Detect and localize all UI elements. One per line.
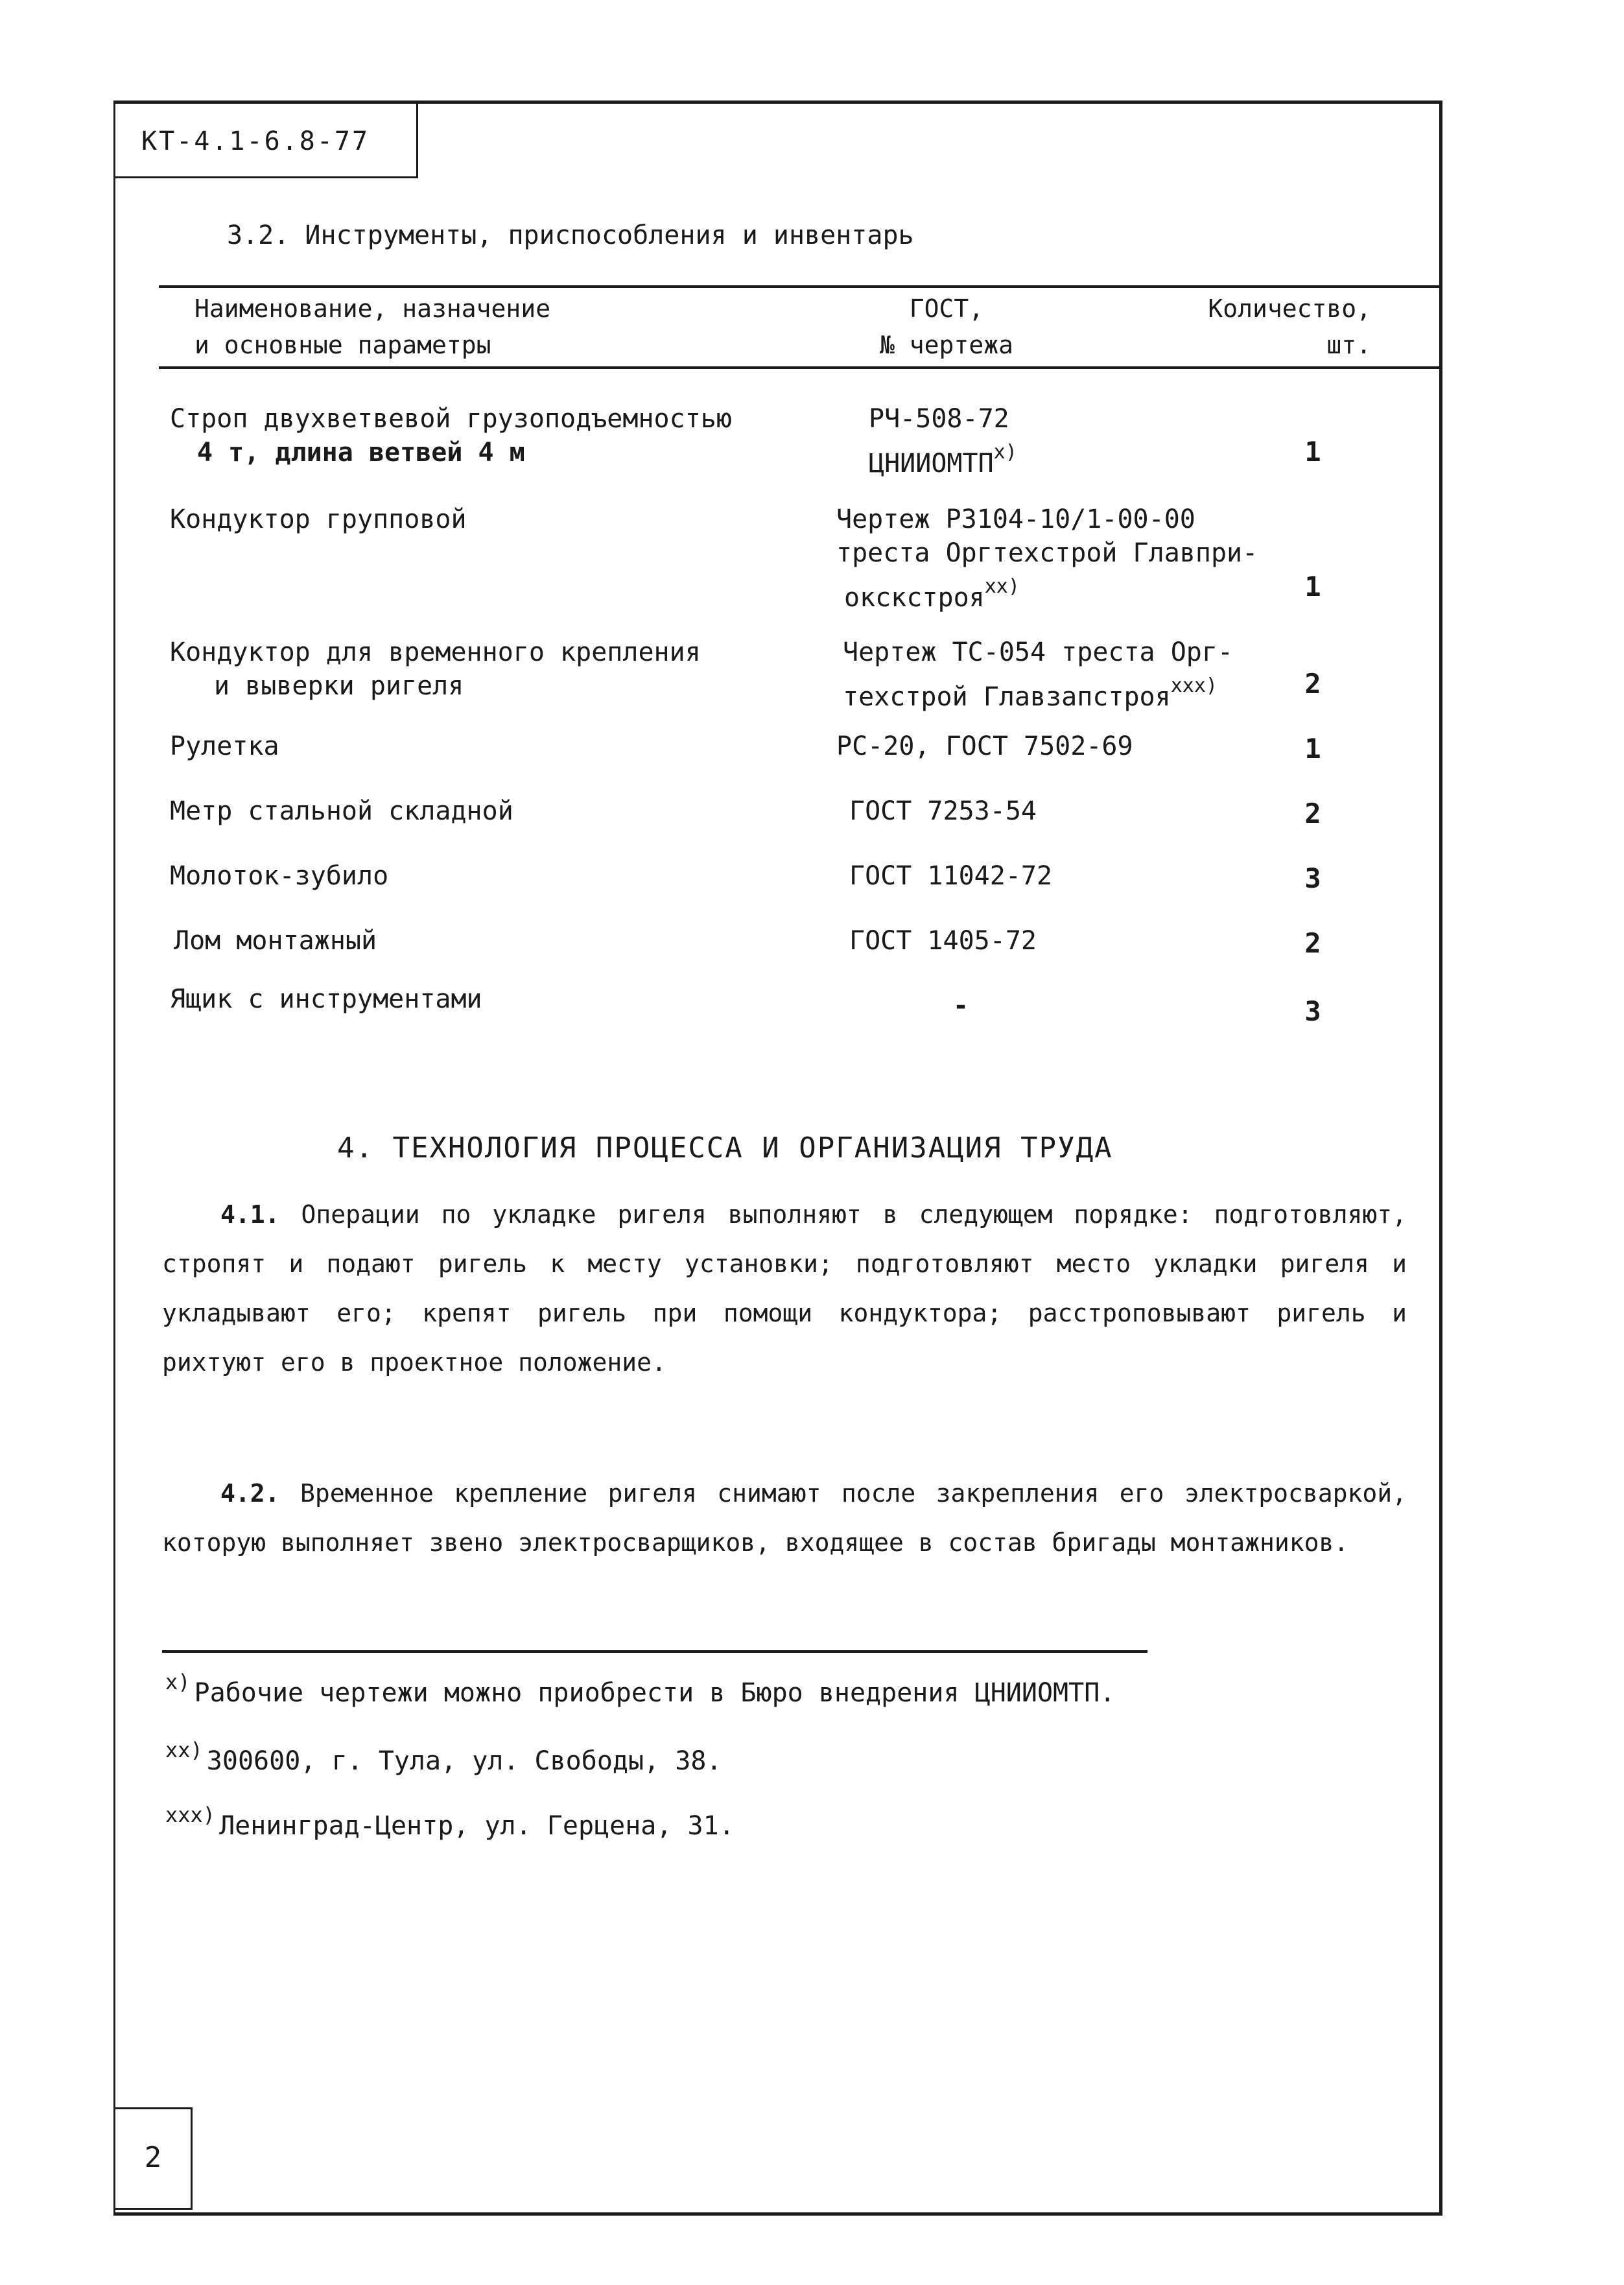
table-row-8-name: Ящик с инструментами xyxy=(170,984,482,1014)
footnote-3: $^{xxx)}$ Ленинград-Центр, ул. Герцена, 31. xyxy=(165,1803,735,1841)
table-row-8-gost: - xyxy=(953,991,969,1021)
table-row-7-qty: 2 xyxy=(1304,927,1321,959)
table-row-7-gost: ГОСТ 1405-72 xyxy=(849,926,1037,956)
table-row-2-qty: 1 xyxy=(1304,571,1321,602)
table-row-1-gost: РЧ-508-72 ЦНИИОМТП$^{x)}$ xyxy=(869,404,1017,479)
table-row-6-qty: 3 xyxy=(1304,862,1321,894)
table-row-8-qty: 3 xyxy=(1304,995,1321,1027)
footnote-2: $^{xx)}$ 300600, г. Тула, ул. Свободы, 38. xyxy=(165,1738,722,1776)
table-header-rule xyxy=(159,366,1439,369)
table-row-6-name: Молоток-зубило xyxy=(170,861,389,891)
paragraph-4-2-number: 4.2. xyxy=(220,1479,280,1508)
table-row-1-name: Строп двухветвевой грузоподъемностью 4 т, длина ветвей 4 м xyxy=(170,404,732,468)
table-row-3-name: Кондуктор для временного крепления и выверки ригеля xyxy=(170,637,701,701)
table-row-3-qty: 2 xyxy=(1304,668,1321,700)
section-3-2-title: 3.2. Инструменты, приспособления и инвентарь xyxy=(227,220,914,250)
footnote-rule xyxy=(162,1650,1147,1653)
column-header-name: Наименование, назначение и основные параметры xyxy=(194,294,551,359)
document-code: КТ-4.1-6.8-77 xyxy=(113,101,418,178)
table-row-2-name: Кондуктор групповой xyxy=(170,504,467,534)
footnote-1: $^{x)}$ Рабочие чертежи можно приобрести в Бюро внедрения ЦНИИОМТП. xyxy=(165,1670,1116,1708)
table-row-6-gost: ГОСТ 11042-72 xyxy=(849,861,1053,891)
table-row-2-gost: Чертеж Р3104-10/1-00-00 треста Оргтехстрой Главпри- окскстроя$^{xx)}$ xyxy=(836,504,1258,613)
column-header-gost: ГОСТ, № чертежа xyxy=(880,294,1013,359)
table-row-3-gost: Чертеж ТС-054 треста Орг- техстрой Главзапстроя$^{xxx)}$ xyxy=(843,637,1234,712)
section-4-heading: 4. ТЕХНОЛОГИЯ ПРОЦЕССА И ОРГАНИЗАЦИЯ ТРУДА xyxy=(337,1131,1113,1165)
paragraph-4-1 xyxy=(162,1190,1407,1387)
table-row-5-qty: 2 xyxy=(1304,798,1321,829)
table-row-5-gost: ГОСТ 7253-54 xyxy=(849,796,1037,826)
page-number: 2 xyxy=(113,2107,193,2210)
paragraph-4-1-text: Операции по укладке ригеля выполняют в следующем порядке: подготовляют, стропят и подают ригель к месту установки; подготовляют место укладки ригеля и укладывают его; крепят ригель при помощи кондуктора; расстроповывают ригель и рихтуют его в проектное положение. xyxy=(162,1200,1407,1377)
paragraph-4-2 xyxy=(162,1469,1407,1567)
column-header-quantity: Количество, шт. xyxy=(1208,294,1371,359)
paragraph-4-2-text: Временное крепление ригеля снимают после закрепления его электросваркой, которую выполняет звено электросварщиков, входящее в состав бригады монтажников. xyxy=(162,1479,1407,1557)
table-row-5-name: Метр стальной складной xyxy=(170,796,513,826)
table-top-rule xyxy=(159,285,1439,288)
table-row-4-name: Рулетка xyxy=(170,731,279,761)
table-row-4-gost: РС-20, ГОСТ 7502-69 xyxy=(836,731,1133,761)
table-row-4-qty: 1 xyxy=(1304,733,1321,764)
table-row-7-name: Лом монтажный xyxy=(174,926,377,956)
table-row-1-qty: 1 xyxy=(1304,436,1321,468)
paragraph-4-1-number: 4.1. xyxy=(220,1200,280,1229)
